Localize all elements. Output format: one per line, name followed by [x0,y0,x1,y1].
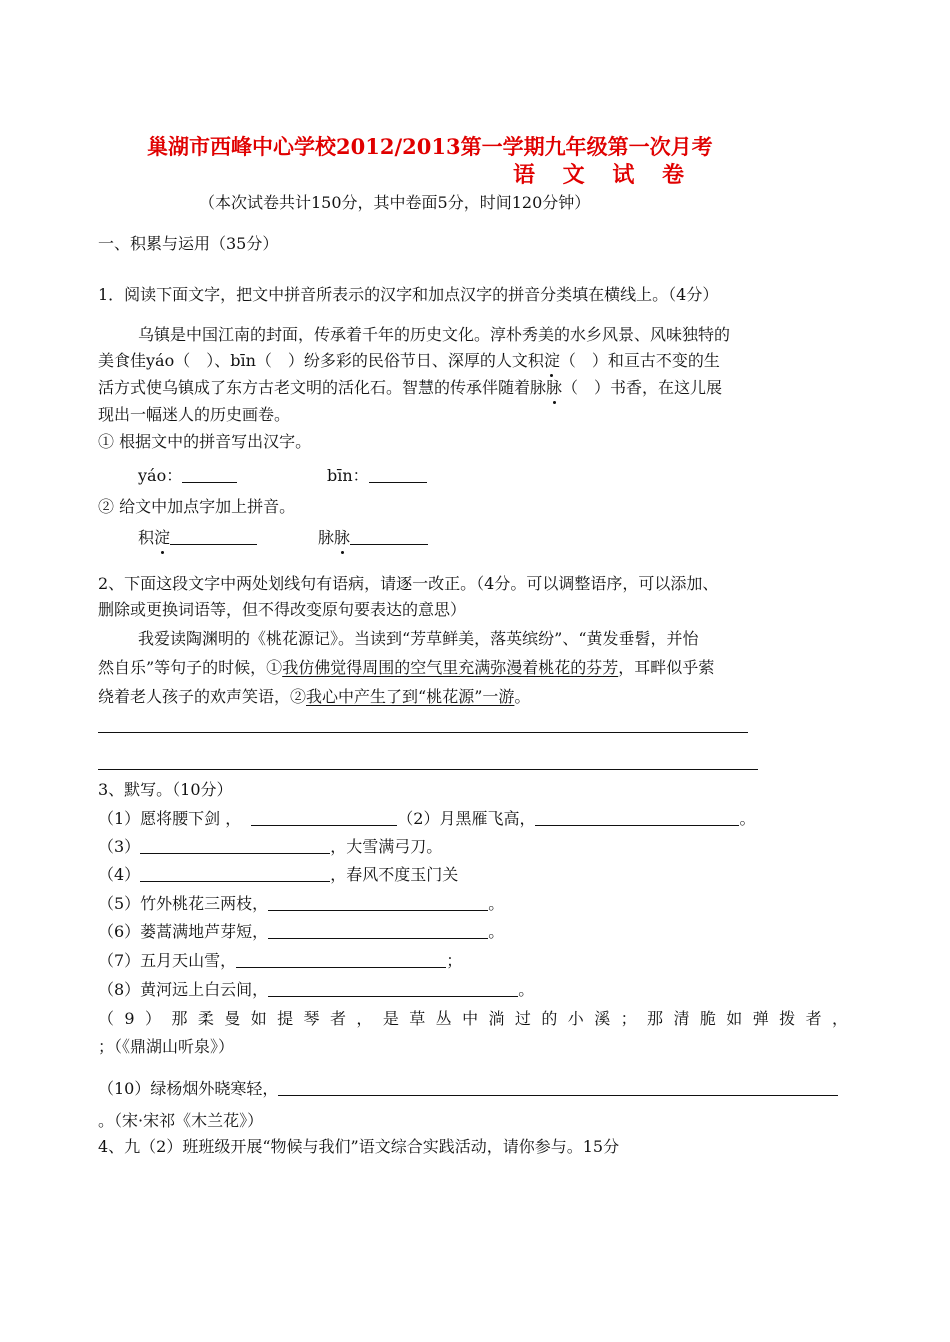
q2-passage-line: 然自乐”等句子的时候，①我仿佛觉得周围的空气里充满弥漫着桃花的芬芳，耳畔似乎萦 [98,658,715,677]
q2-passage-line: 绕着老人孩子的欢声笑语，②我心中产生了到“桃花源”一游。 [98,687,531,706]
answer-blank[interactable] [268,980,518,997]
answer-blank[interactable] [170,528,257,545]
q3-line: （10）绿杨烟外晓寒轻， [98,1078,838,1100]
section-heading: 一、积累与运用（35分） [98,234,279,253]
q2-stem: 2、下面这段文字中两处划线句有语病，请逐一改正。（4分。可以调整语序，可以添加、 [98,574,719,593]
underlined-sentence: 我心中产生了到“桃花源”一游 [306,687,515,706]
answer-blank[interactable] [251,809,397,826]
q1-sub-question: ② 给文中加点字加上拼音。 [98,497,296,516]
q1-passage-line: 美食佳yáo（ ）、bīn（ ）纷多彩的民俗节日、深厚的人文积淀（ ）和亘古不变的生 [98,351,720,370]
q1-yao-field: yáo： [138,465,237,487]
q3-line: （8）黄河远上白云间， 。 [98,980,535,999]
answer-blank[interactable] [236,951,446,968]
dotted-char: 脉 [546,378,563,397]
dotted-char: 脉 [334,528,351,547]
q2-stem: 删除或更换词语等，但不得改变原句要表达的意思） [98,600,467,619]
answer-line[interactable] [98,732,748,733]
q3-heading: 3、默写。（10分） [98,780,233,799]
q1-passage-line: 活方式使乌镇成了东方古老文明的活化石。智慧的传承伴随着脉脉（ ）书香，在这儿展 [98,378,723,397]
q3-line-9: （ 9 ） 那 柔 曼 如 提 琴 者 ， 是 草 丛 中 淌 过 的 小 溪 ； 那 清 脆 如 弹 拨 者 ， [98,1009,848,1028]
answer-blank[interactable] [140,865,330,882]
q1-bin-field: bīn： [327,465,427,487]
q1-passage-line: 乌镇是中国江南的封面，传承着千年的历史文化。淳朴秀美的水乡风景、风味独特的 [138,325,731,344]
exam-subtitle: 语 文 试 卷 [513,162,694,188]
q1-jidian-field: 积淀 [138,527,257,549]
q1-passage-line: 现出一幅迷人的历史画卷。 [98,405,291,424]
q3-line: （4） ，春风不度玉门关 [98,865,459,884]
q3-line: ；（《鼎湖山听泉》） [98,1037,235,1056]
q4-stem: 4、九（2）班班级开展“物候与我们”语文综合实践活动，请你参与。15分 [98,1137,620,1156]
q3-line: （7）五月天山雪， ； [98,951,463,970]
dotted-char: 淀 [543,351,560,370]
q1-sub-question: ① 根据文中的拼音写出汉字。 [98,432,312,451]
exam-note: （本次试卷共计150分，其中卷面5分，时间120分钟） [199,193,591,212]
answer-blank[interactable] [268,894,488,911]
answer-blank[interactable] [140,837,330,854]
exam-title: 巢湖市西峰中心学校2012/2013第一学期九年级第一次月考 [147,134,713,159]
q3-line: （3） ，大雪满弓刀。 [98,837,443,856]
q2-passage-line: 我爱读陶渊明的《桃花源记》。当读到“芳草鲜美，落英缤纷”、“黄发垂髫，并怡 [138,629,699,648]
answer-blank[interactable] [268,922,488,939]
answer-blank[interactable] [369,466,427,483]
answer-line[interactable] [98,769,758,770]
answer-blank[interactable] [278,1079,838,1096]
q3-line: （5）竹外桃花三两枝， 。 [98,894,505,913]
q3-line: （1）愿将腰下剑 ， （2）月黑雁飞高， 。 [98,809,756,828]
answer-blank[interactable] [535,809,739,826]
q3-line: （6）蒌蒿满地芦芽短， 。 [98,922,505,941]
answer-blank[interactable] [350,528,428,545]
q3-line: 。（宋·宋祁《木兰花》） [98,1111,264,1130]
dotted-char: 淀 [154,528,171,547]
q1-maimai-field: 脉脉 [318,527,428,549]
q1-stem: 1．阅读下面文字，把文中拼音所表示的汉字和加点汉字的拼音分类填在横线上。（4分） [98,285,719,304]
underlined-sentence: 我仿佛觉得周围的空气里充满弥漫着桃花的芬芳 [282,658,619,677]
answer-blank[interactable] [182,466,237,483]
